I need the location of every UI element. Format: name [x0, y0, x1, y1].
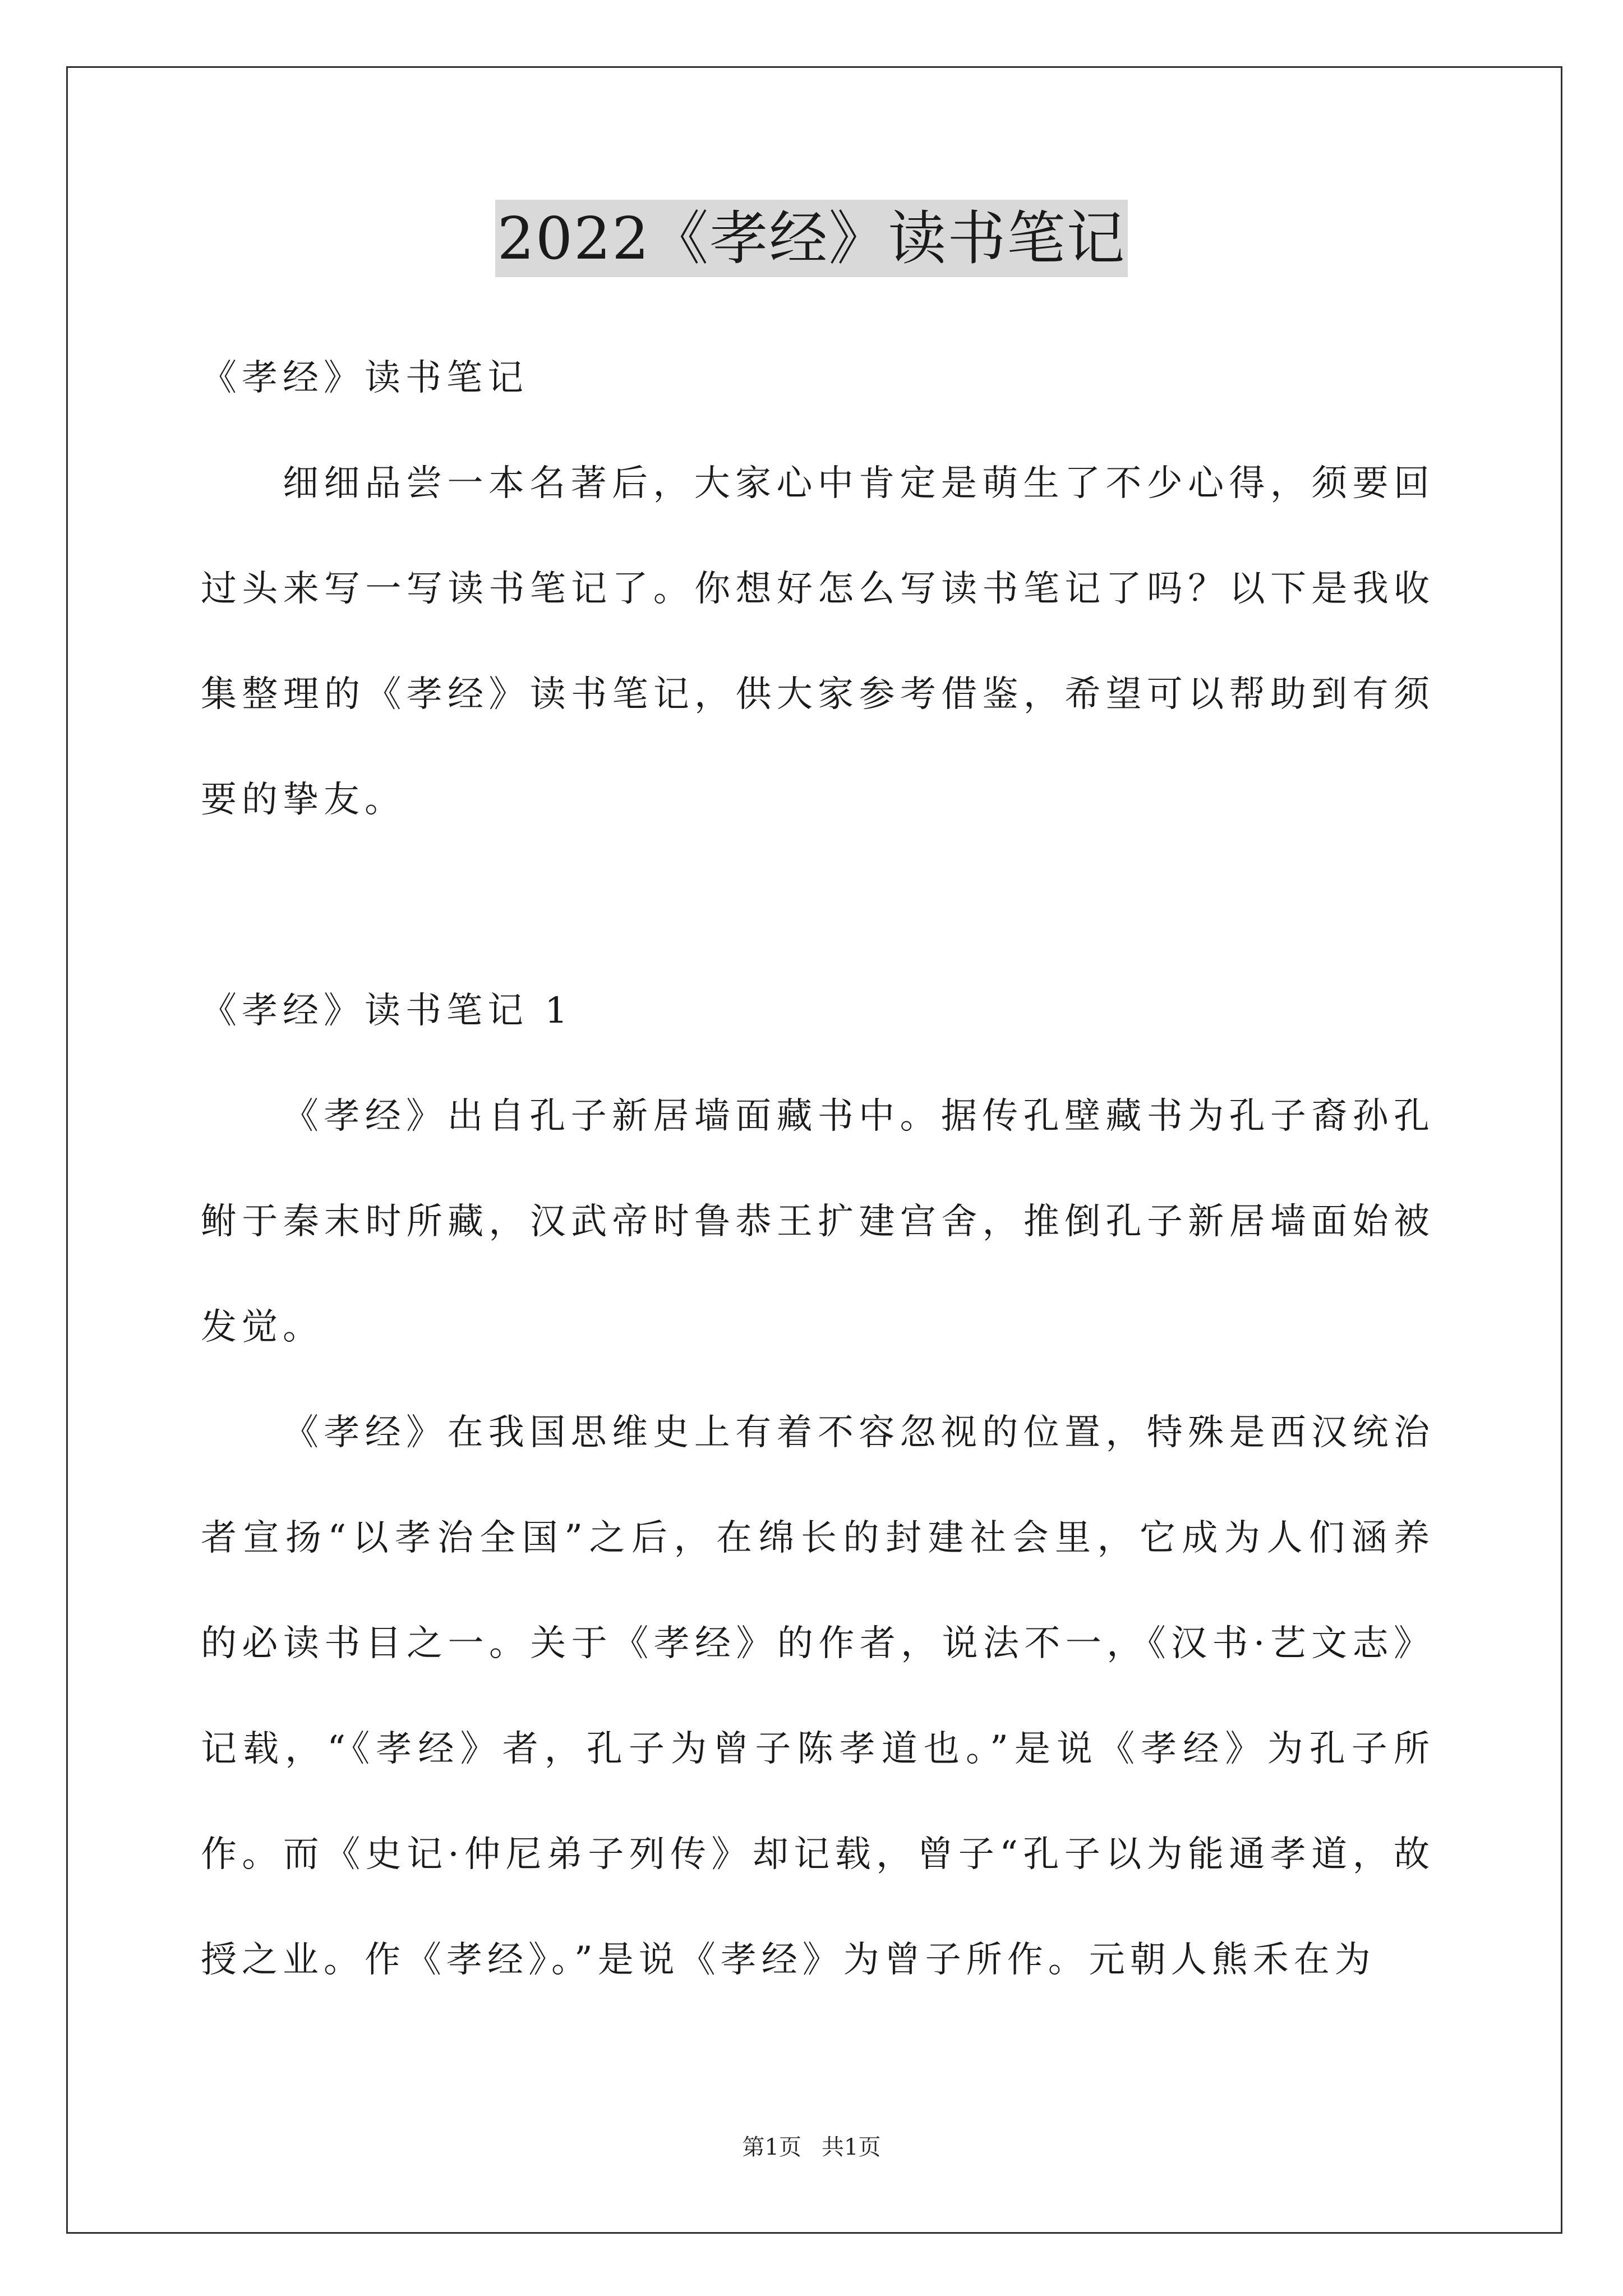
- page-number: 第1页: [742, 2134, 801, 2160]
- intro-paragraph: 细细品尝一本名著后，大家心中肯定是萌生了不少心得，须要回过头来写一写读书笔记了。你想好怎么写读书笔记了吗？以下是我收集整理的《孝经》读书笔记，供大家参考借鉴，希望可以帮助到有须要的挚友。: [201, 463, 1435, 821]
- section-heading: 《孝经》读书笔记 1: [201, 990, 573, 1032]
- document-body: [201, 325, 1435, 2013]
- body-paragraph-2: 《孝经》在我国思维史上有着不容忽视的位置，特殊是西汉统治者宣扬“以孝治全国”之后，在绵长的封建社会里，它成为人们涵养的必读书目之一。关于《孝经》的作者，说法不一，《汉书·艺文志》记载，“《孝经》者，孔子为曾子陈孝道也。”是说《孝经》为孔子所作。而《史记·仲尼弟子列传》却记载，曾子“孔子以为能通孝道，故授之业。作《孝经》。”是说《孝经》为曾子所作。元朝人熊禾在为: [201, 1412, 1435, 1981]
- body-paragraph-1: 《孝经》出自孔子新居墙面藏书中。据传孔壁藏书为孔子裔孙孔鲋于秦末时所藏，汉武帝时鲁恭王扩建宫舍，推倒孔子新居墙面始被发觉。: [201, 1096, 1435, 1348]
- page-footer: [0, 2131, 1623, 2164]
- title-container: [0, 200, 1623, 277]
- document-title: 2022《孝经》读书笔记: [495, 200, 1128, 277]
- page-total: 共1页: [822, 2134, 881, 2160]
- document-subtitle: 《孝经》读书笔记: [201, 357, 528, 399]
- section-spacer: [201, 853, 1435, 958]
